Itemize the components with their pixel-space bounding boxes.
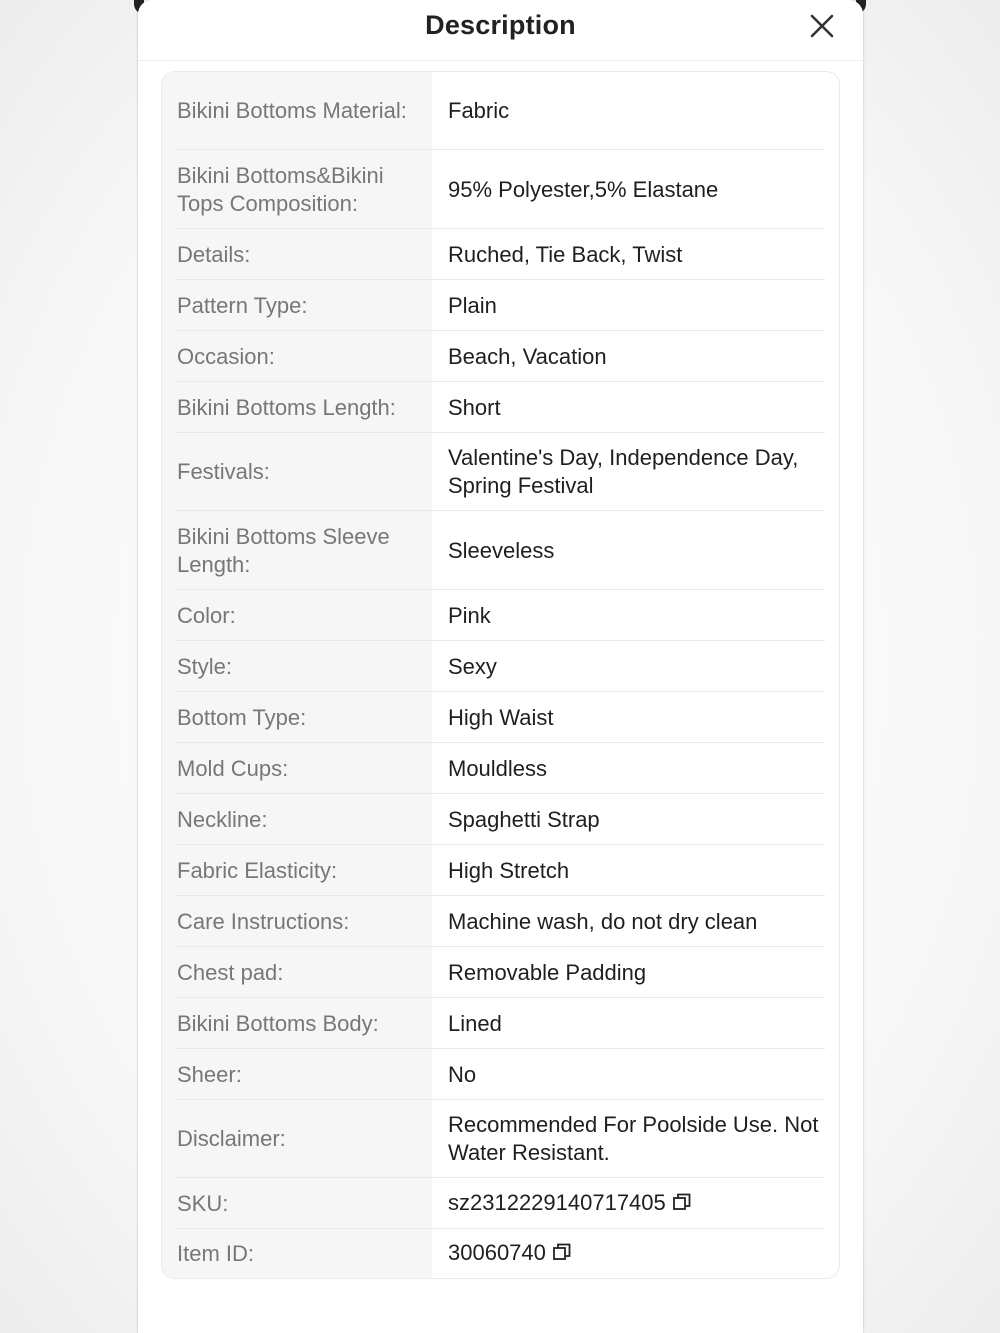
- row-value: No: [448, 1061, 477, 1087]
- row-label: Festivals:: [177, 459, 270, 484]
- row-label: Pattern Type:: [177, 292, 308, 318]
- row-value: Short: [448, 394, 501, 420]
- row-value: Recommended For Poolside Use. Not Water Resistant.: [448, 1112, 819, 1165]
- table-row: [162, 72, 839, 150]
- row-label: Chest pad:: [177, 959, 284, 985]
- row-label: Neckline:: [177, 806, 268, 832]
- row-label: Bikini Bottoms Sleeve Length:: [177, 523, 390, 577]
- row-value: Pink: [448, 602, 491, 628]
- table-row: [162, 511, 839, 590]
- row-value: Sexy: [448, 653, 497, 679]
- row-value: Spaghetti Strap: [448, 806, 600, 832]
- row-label: Fabric Elasticity:: [177, 857, 338, 883]
- table-row: [162, 794, 839, 845]
- row-value: High Waist: [448, 704, 554, 730]
- row-value: Plain: [448, 292, 497, 318]
- row-value: Mouldless: [448, 755, 548, 781]
- table-row: [162, 998, 839, 1049]
- table-row: [162, 1100, 839, 1178]
- row-label: SKU:: [177, 1190, 229, 1216]
- row-label: Bottom Type:: [177, 704, 307, 730]
- description-sheet: [138, 0, 863, 1333]
- table-row: [162, 1049, 839, 1100]
- table-row: [162, 433, 839, 511]
- sheet-header: [138, 0, 863, 61]
- table-row: [162, 641, 839, 692]
- copy-icon[interactable]: [552, 1241, 572, 1269]
- row-label: Details:: [177, 241, 251, 267]
- close-icon: [806, 10, 838, 42]
- sku-value: sz2312229140717405: [448, 1189, 666, 1215]
- copy-icon[interactable]: [672, 1191, 692, 1219]
- row-label: Sheer:: [177, 1061, 242, 1087]
- row-value: Valentine's Day, Independence Day, Spring Festival: [448, 445, 799, 498]
- row-label: Bikini Bottoms Length:: [177, 394, 396, 420]
- table-row: [162, 590, 839, 641]
- row-label: Care Instructions:: [177, 908, 350, 934]
- item-id-value: 30060740: [448, 1239, 546, 1265]
- row-value: Removable Padding: [448, 959, 647, 985]
- row-value: Machine wash, do not dry clean: [448, 908, 758, 934]
- table-row: [162, 743, 839, 794]
- row-value: Lined: [448, 1010, 502, 1036]
- attributes-table: [161, 71, 840, 1279]
- row-value: Beach, Vacation: [448, 343, 607, 369]
- row-value-item-id: [448, 1239, 828, 1269]
- table-row: [162, 947, 839, 998]
- row-label: Disclaimer:: [177, 1126, 286, 1151]
- table-row: [162, 150, 839, 229]
- row-label: Bikini Bottoms Body:: [177, 1010, 379, 1036]
- row-label: Style:: [177, 653, 233, 679]
- table-row: [162, 280, 839, 331]
- row-value: 95% Polyester,5% Elastane: [448, 176, 719, 202]
- row-label: Color:: [177, 602, 236, 628]
- row-value-sku: [448, 1189, 828, 1219]
- table-row: [162, 692, 839, 743]
- page-title: Description: [425, 10, 576, 40]
- row-value: Fabric: [448, 98, 510, 123]
- table-row: [162, 229, 839, 280]
- table-row: [162, 1178, 839, 1229]
- row-label: Mold Cups:: [177, 755, 289, 781]
- row-label: Bikini Bottoms Material:: [177, 98, 407, 123]
- table-row: [162, 845, 839, 896]
- row-value: Ruched, Tie Back, Twist: [448, 241, 683, 267]
- table-row: [162, 896, 839, 947]
- row-value: Sleeveless: [448, 537, 555, 563]
- row-label: Bikini Bottoms&Bikini Tops Composition:: [177, 162, 384, 216]
- table-row: [162, 331, 839, 382]
- row-value: High Stretch: [448, 857, 570, 883]
- table-row: [162, 1229, 839, 1278]
- table-row: [162, 382, 839, 433]
- row-label: Item ID:: [177, 1240, 255, 1266]
- row-label: Occasion:: [177, 343, 275, 369]
- close-button[interactable]: [806, 10, 838, 42]
